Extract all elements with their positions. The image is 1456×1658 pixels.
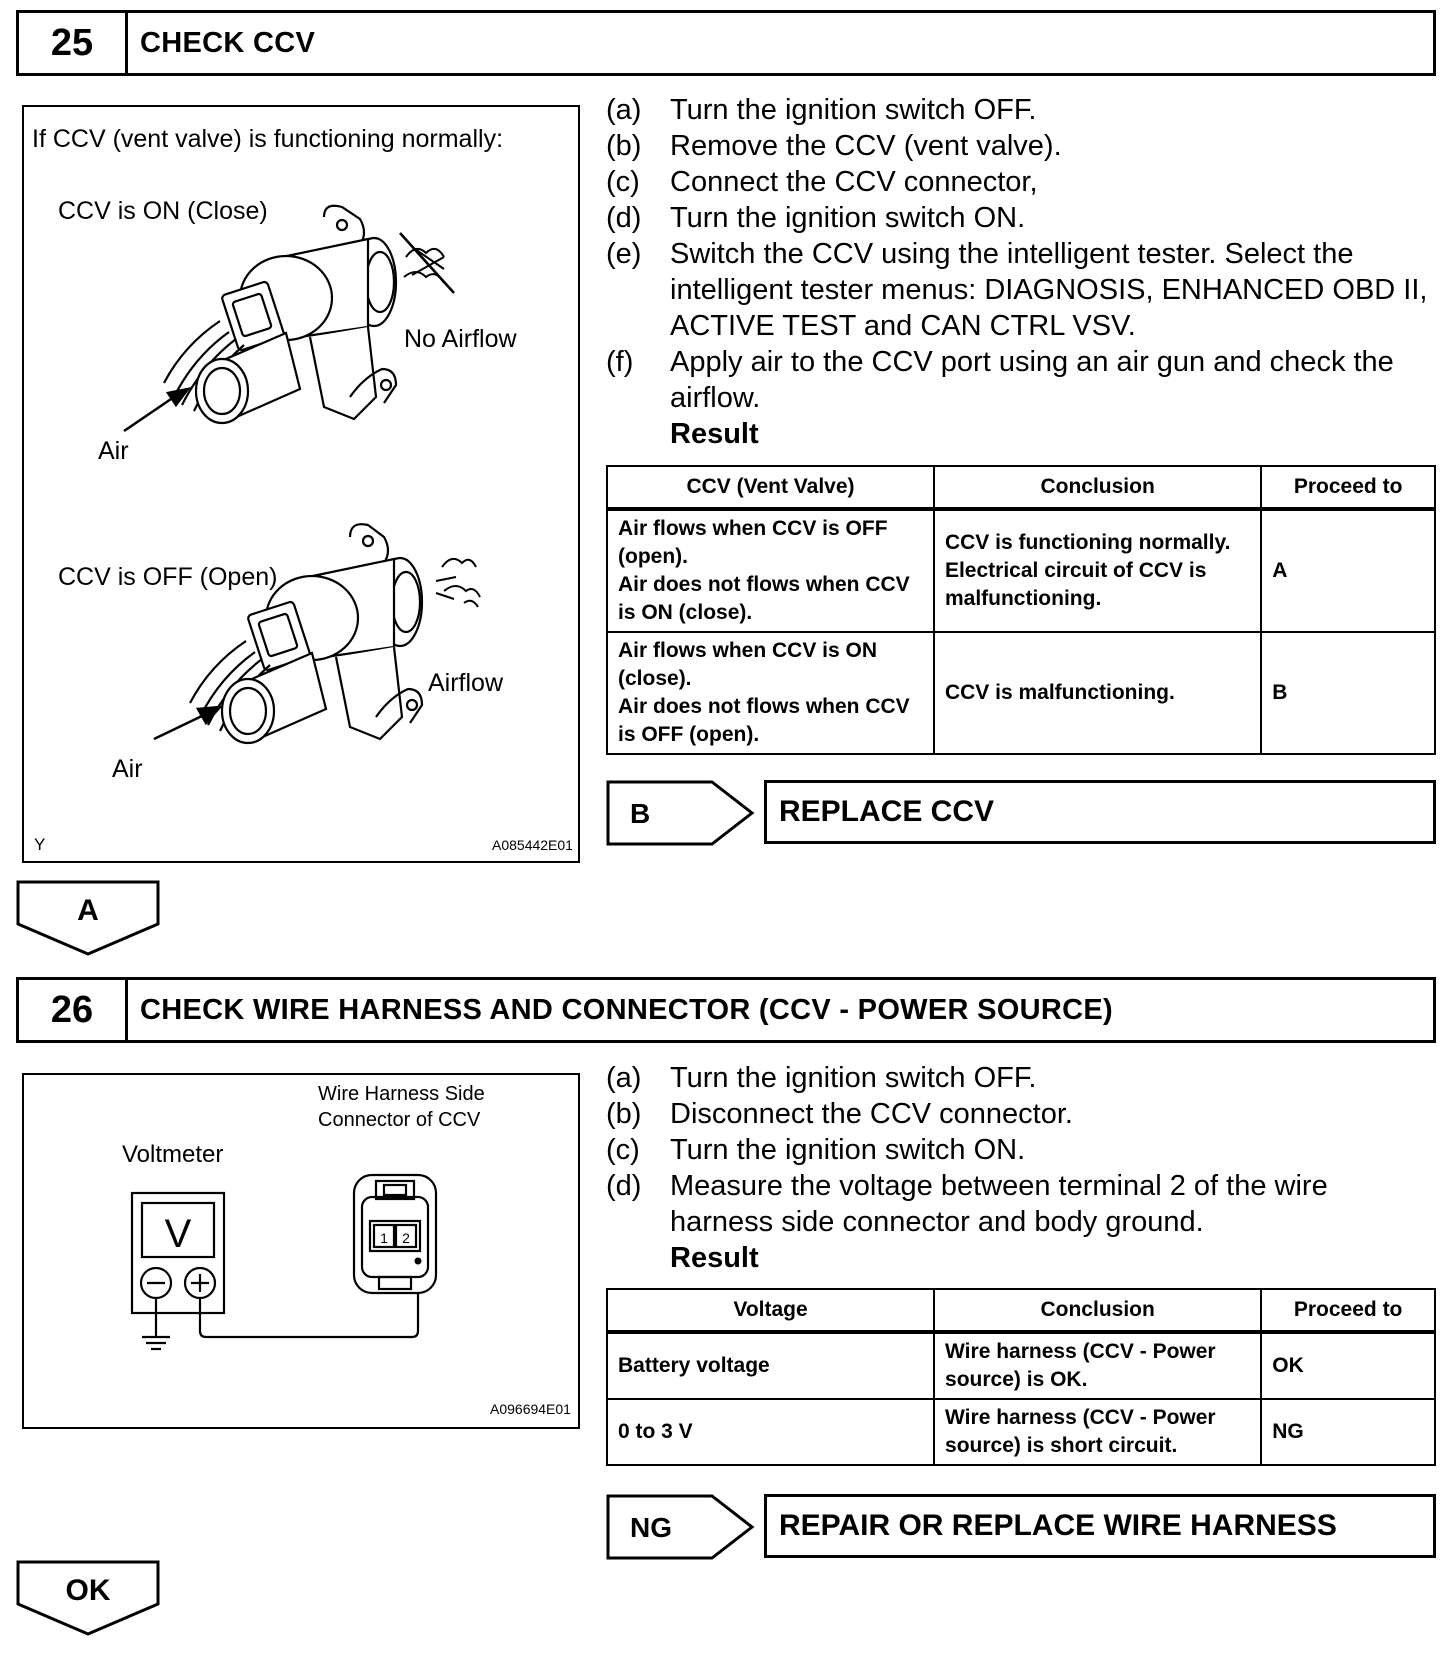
condition-line: Air does not flows when CCV is OFF (open). <box>618 695 910 746</box>
figure-id: A096694E01 <box>490 1401 571 1417</box>
column-header: CCV (Vent Valve) <box>607 466 934 509</box>
figure-caption: If CCV (vent valve) is functioning normally: <box>32 125 504 153</box>
column-header: Conclusion <box>934 466 1261 509</box>
step-25-result-table <box>606 465 1436 755</box>
step-number: 26 <box>19 980 128 1040</box>
instruction-item <box>606 1132 1436 1168</box>
branch-label: NG <box>630 1512 672 1543</box>
conclusion-cell: CCV is functioning normally. Electrical circuit of CCV is malfunctioning. <box>934 509 1261 632</box>
terminal-1-label: 1 <box>380 1230 388 1246</box>
step-25-header <box>16 10 1436 76</box>
step-25-instructions <box>606 92 1436 452</box>
column-header: Voltage <box>607 1289 934 1332</box>
result-label: Result <box>670 418 759 450</box>
instruction-item <box>606 1168 1436 1240</box>
instruction-letter: (a) <box>606 1062 642 1094</box>
step-title: CHECK WIRE HARNESS AND CONNECTOR (CCV - POWER SOURCE) <box>140 993 1113 1026</box>
proceed-a-arrow <box>16 880 160 956</box>
instruction-letter: (e) <box>606 238 642 270</box>
connector-label-line-1: Wire Harness Side <box>318 1083 485 1105</box>
instruction-item <box>606 1096 1436 1132</box>
instruction-letter: (c) <box>606 166 640 198</box>
instruction-text: Connect the CCV connector, <box>670 166 1038 198</box>
instruction-letter: (b) <box>606 130 642 162</box>
connector-label-line-2: Connector of CCV <box>318 1109 481 1131</box>
step-26-instructions <box>606 1060 1436 1276</box>
step-26-result-table <box>606 1288 1436 1466</box>
instruction-text: Turn the ignition switch OFF. <box>670 1062 1037 1094</box>
air-label-bottom: Air <box>112 755 143 783</box>
instruction-letter: (c) <box>606 1134 640 1166</box>
table-header-row <box>607 1289 1435 1332</box>
ccv-valve-open-illustration <box>24 507 578 861</box>
ccv-airflow-figure <box>22 105 580 863</box>
instruction-text: Apply air to the CCV port using an air gun and check the airflow. <box>670 346 1394 414</box>
conclusion-cell: CCV is malfunctioning. <box>934 632 1261 754</box>
branch-ng-arrow <box>606 1494 756 1560</box>
instruction-text: Disconnect the CCV connector. <box>670 1098 1073 1130</box>
proceed-cell: OK <box>1261 1332 1435 1399</box>
instruction-item <box>606 200 1436 236</box>
instruction-text: Switch the CCV using the intelligent tester. Select the intelligent tester menus: DIAGNOSIS, ENHANCED OBD II, ACTIVE TEST and CAN CTRL VSV. <box>670 238 1428 342</box>
instruction-letter: (a) <box>606 94 642 126</box>
conclusion-cell: Wire harness (CCV - Power source) is short circuit. <box>934 1399 1261 1465</box>
conclusion-cell: Wire harness (CCV - Power source) is OK. <box>934 1332 1261 1399</box>
column-header: Proceed to <box>1261 1289 1435 1332</box>
instruction-text: Measure the voltage between terminal 2 of the wire harness side connector and body ground. <box>670 1170 1328 1238</box>
instruction-item <box>606 236 1436 344</box>
instruction-item <box>606 1060 1436 1096</box>
proceed-ok-arrow <box>16 1560 160 1636</box>
instruction-letter: (b) <box>606 1098 642 1130</box>
instruction-item <box>606 344 1436 416</box>
table-header-row <box>607 466 1435 509</box>
airflow-label: Airflow <box>428 669 504 697</box>
condition-line: Air flows when CCV is ON (close). <box>618 639 878 690</box>
condition-line: Air flows when CCV is OFF (open). <box>618 517 888 568</box>
voltmeter-circuit-diagram <box>24 1075 578 1427</box>
voltage-cell: 0 to 3 V <box>607 1399 934 1465</box>
ccv-on-label: CCV is ON (Close) <box>58 197 268 225</box>
table-row <box>607 509 1435 632</box>
condition-cell <box>607 509 934 632</box>
result-label: Result <box>670 1242 759 1274</box>
next-label: A <box>77 894 99 927</box>
no-airflow-label: No Airflow <box>404 325 517 353</box>
voltage-cell: Battery voltage <box>607 1332 934 1399</box>
step-number: 25 <box>19 13 128 73</box>
instruction-item <box>606 92 1436 128</box>
column-header: Conclusion <box>934 1289 1261 1332</box>
repair-wire-harness-action: REPAIR OR REPLACE WIRE HARNESS <box>764 1494 1436 1558</box>
condition-line: Air does not flows when CCV is ON (close). <box>618 573 910 624</box>
instruction-item <box>606 128 1436 164</box>
voltmeter-figure <box>22 1073 580 1429</box>
voltmeter-label: Voltmeter <box>122 1141 224 1168</box>
terminal-2-label: 2 <box>402 1230 410 1246</box>
instruction-letter: (d) <box>606 1170 642 1202</box>
condition-cell <box>607 632 934 754</box>
air-label-top: Air <box>98 437 129 465</box>
proceed-cell: A <box>1261 509 1435 632</box>
table-row <box>607 1399 1435 1465</box>
ccv-off-label: CCV is OFF (Open) <box>58 563 278 591</box>
instruction-text: Turn the ignition switch ON. <box>670 1134 1026 1166</box>
table-row <box>607 632 1435 754</box>
instruction-text: Turn the ignition switch ON. <box>670 202 1026 234</box>
table-row <box>607 1332 1435 1399</box>
instruction-text: Remove the CCV (vent valve). <box>670 130 1062 162</box>
branch-label: B <box>630 798 651 829</box>
instruction-text: Turn the ignition switch OFF. <box>670 94 1037 126</box>
instruction-letter: (f) <box>606 346 634 378</box>
branch-b-arrow <box>606 780 756 846</box>
instruction-item <box>606 164 1436 200</box>
column-header: Proceed to <box>1261 466 1435 509</box>
proceed-cell: NG <box>1261 1399 1435 1465</box>
meter-symbol: V <box>164 1212 192 1256</box>
next-label: OK <box>65 1574 111 1607</box>
figure-id: A085442E01 <box>492 837 573 853</box>
step-26-header <box>16 977 1436 1043</box>
instruction-letter: (d) <box>606 202 642 234</box>
figure-corner-mark: Y <box>34 835 46 854</box>
step-title: CHECK CCV <box>140 26 316 59</box>
replace-ccv-action: REPLACE CCV <box>764 780 1436 844</box>
proceed-cell: B <box>1261 632 1435 754</box>
